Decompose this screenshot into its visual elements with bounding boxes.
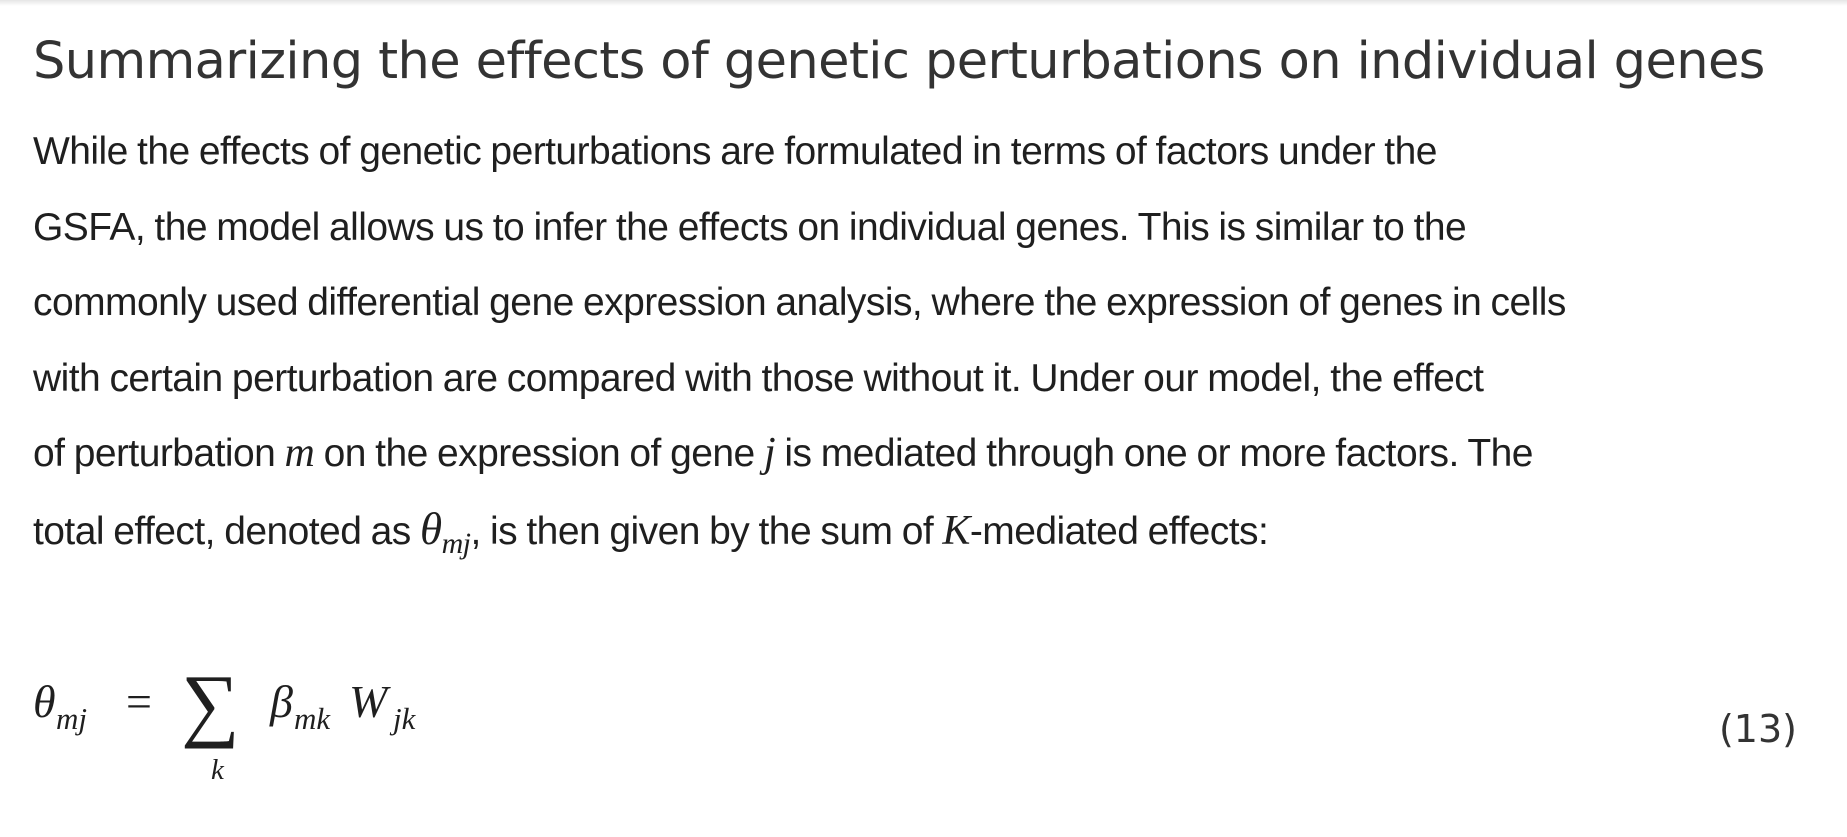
equation-number: (13) [1718, 707, 1797, 751]
eq-w-subscript: jk [393, 701, 416, 736]
eq-beta: β [270, 676, 293, 727]
variable-j: j [763, 430, 776, 476]
text-segment: , is then given by the sum of [470, 509, 943, 553]
eq-sum-index: k [211, 754, 224, 785]
top-shadow [0, 0, 1847, 6]
paragraph-line [33, 492, 1833, 570]
section-heading: Summarizing the effects of genetic perturbations on individual genes [33, 32, 1765, 91]
eq-theta: θ [33, 676, 56, 727]
text-segment: is mediated through one or more factors. The [775, 432, 1533, 475]
eq-beta-subscript: mk [294, 701, 331, 736]
paragraph-line: commonly used differential gene expression analysis, where the expression of genes in cells [33, 281, 1566, 324]
paragraph-line [33, 416, 1833, 492]
theta-symbol: θ [420, 503, 442, 554]
eq-theta-subscript: mj [56, 701, 87, 736]
paragraph-line: While the effects of genetic perturbations are formulated in terms of factors under the [33, 130, 1437, 173]
text-segment: total effect, denoted as [33, 509, 420, 553]
eq-w: W [349, 676, 388, 727]
text-segment: on the expression of gene [314, 432, 764, 475]
paragraph-line: GSFA, the model allows us to infer the effects on individual genes. This is similar to the [33, 205, 1467, 249]
inline-math-theta [420, 503, 471, 560]
text-segment: -mediated effects: [969, 509, 1269, 553]
paragraph-line: with certain perturbation are compared with those without it. Under our model, the effect [33, 356, 1484, 400]
equation-13 [33, 655, 1797, 785]
eq-sum-symbol: ∑ [181, 658, 240, 749]
eq-equals: = [126, 676, 152, 727]
theta-subscript: mj [441, 526, 471, 560]
variable-m: m [284, 430, 315, 476]
equation-formula [33, 655, 553, 785]
text-segment: of perturbation [33, 432, 285, 475]
body-paragraph [33, 114, 1833, 569]
variable-K: K [942, 507, 970, 554]
